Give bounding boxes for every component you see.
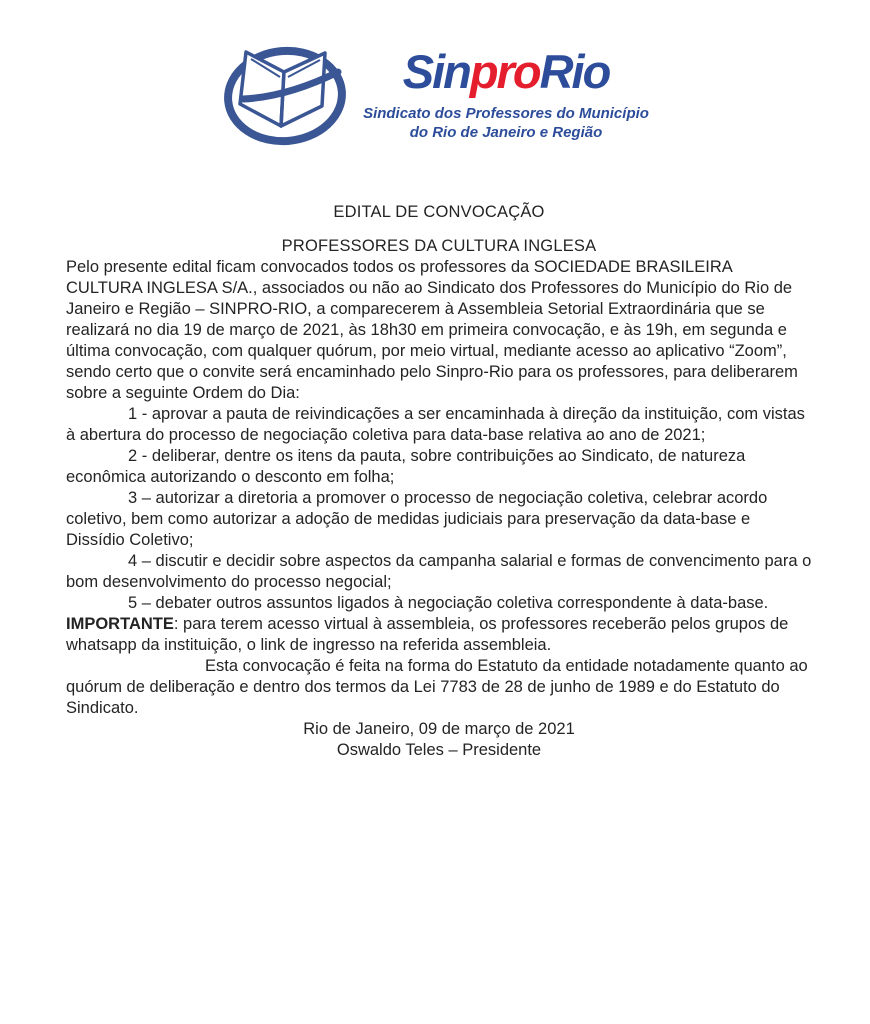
intro-paragraph: Pelo presente edital ficam convocados todos os professores da SOCIEDADE BRASILEIRA CULTURA INGLESA S/A., associados ou não ao Sindicato dos Professores do Município do Rio de Janeiro e Região – SINPRO-RIO, a comparecerem à Assembleia Setorial Extraordinária que se realizará no dia 19 de março de 2021, às 18h30 em primeira convocação, e às 19h, em segunda e última convocação, com qualquer quórum, por meio virtual, mediante acesso ao aplicativo “Zoom”, sendo certo que o convite será encaminhado pelo Sinpro-Rio para os professores, para deliberarem sobre a seguinte Ordem do Dia: [66, 258, 798, 402]
important-paragraph [66, 614, 812, 656]
agenda-item-1: 1 - aprovar a pauta de reivindicações a ser encaminhada à direção da instituição, com vistas à abertura do processo de negociação coletiva para data-base relativa ao ano de 2021; [66, 405, 805, 444]
agenda-item-4: 4 – discutir e decidir sobre aspectos da campanha salarial e formas de convencimento para o bom desenvolvimento do processo negocial; [66, 552, 812, 591]
wordmark-pro: pro [469, 45, 540, 98]
important-text: : para terem acesso virtual à assembleia, os professores receberão pelos grupos de whatsapp da instituição, o link de ingresso na referida assembleia. [66, 615, 789, 654]
closing-paragraph: Esta convocação é feita na forma do Estatuto da entidade notadamente quanto ao quórum de deliberação e dentro dos termos da Lei 7783 de 28 de junho de 1989 e do Estatuto do Sindicato. [66, 657, 808, 717]
important-label: IMPORTANTE [66, 615, 174, 633]
document-body [0, 202, 870, 761]
logo-text-block [363, 36, 649, 142]
logo-wordmark [402, 45, 610, 98]
agenda-item-3: 3 – autorizar a diretoria a promover o processo de negociação coletiva, celebrar acordo coletivo, bem como autorizar a adoção de medidas judiciais para preservação da data-base e Dissídio Coletivo; [66, 489, 768, 549]
open-book-icon [221, 36, 357, 162]
logo-tagline-line2: do Rio de Janeiro e Região [409, 124, 603, 141]
logo-tagline-line1: Sindicato dos Professores do Município [363, 105, 649, 122]
wordmark-sin: Sin [402, 45, 470, 98]
sinpro-rio-logo [0, 0, 870, 162]
agenda-item-2: 2 - deliberar, dentre os itens da pauta, sobre contribuições ao Sindicato, de natureza econômica autorizando o desconto em folha; [66, 447, 746, 486]
signature-line: Oswaldo Teles – Presidente [336, 741, 542, 759]
logo-tagline [363, 104, 649, 142]
document-title: EDITAL DE CONVOCAÇÃO [333, 203, 545, 221]
wordmark-rio: Rio [539, 45, 610, 98]
document-subtitle: PROFESSORES DA CULTURA INGLESA [281, 237, 597, 255]
date-line: Rio de Janeiro, 09 de março de 2021 [303, 720, 575, 738]
agenda-item-5: 5 – debater outros assuntos ligados à negociação coletiva correspondente à data-base. [128, 594, 769, 612]
